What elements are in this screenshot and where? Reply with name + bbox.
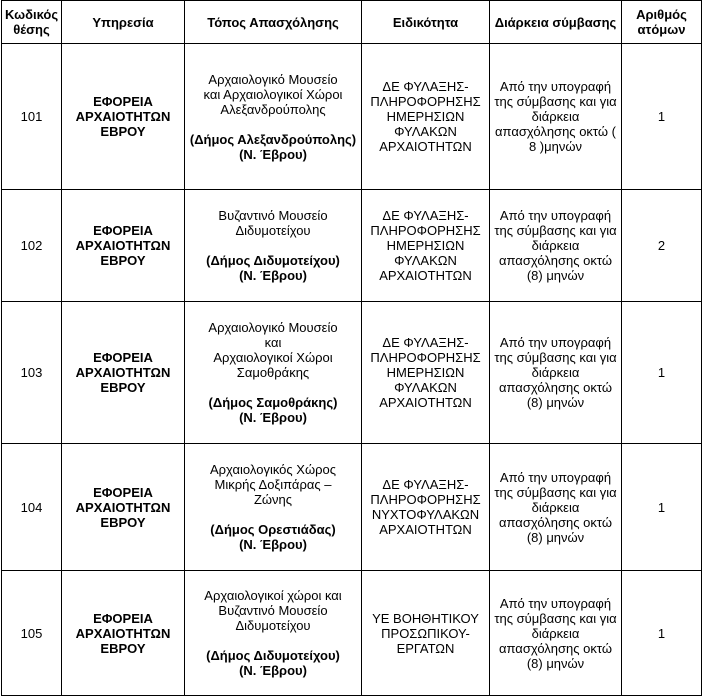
cell-location [185,302,362,444]
location-line: και [264,335,282,350]
header-persons: Αριθμός ατόμων [622,1,702,44]
cell-duration: Από την υπογραφή της σύμβασης και για διάρκεια απασχόλησης οκτώ ( 8 )μηνών [490,44,622,190]
cell-specialty: ΔΕ ΦΥΛΑΞΗΣ-ΠΛΗΡΟΦΟΡΗΣΗΣ ΗΜΕΡΗΣΙΩΝ ΦΥΛΑΚΩΝ ΑΡΧΑΙΟΤΗΤΩΝ [362,190,490,302]
cell-service: ΕΦΟΡΕΙΑ ΑΡΧΑΙΟΤΗΤΩΝ ΕΒΡΟΥ [62,571,185,696]
table-row [2,571,702,696]
cell-location [185,571,362,696]
table-row [2,444,702,571]
location-line: και Αρχαιολογικοί Χώροι [203,86,343,102]
cell-specialty: ΔΕ ΦΥΛΑΞΗΣ-ΠΛΗΡΟΦΟΡΗΣΗΣ ΝΥΧΤΟΦΥΛΑΚΩΝ ΑΡΧΑΙΟΤΗΤΩΝ [362,444,490,571]
location-line: Αρχαιολογικό Μουσείο [208,71,338,87]
cell-code: 101 [2,44,62,190]
header-duration: Διάρκεια σύμβασης [490,1,622,44]
table-row [2,302,702,444]
cell-service: ΕΦΟΡΕΙΑ ΑΡΧΑΙΟΤΗΤΩΝ ΕΒΡΟΥ [62,44,185,190]
location-line: Βυζαντινό Μουσείο [218,208,328,223]
location-line: Αρχαιολογικοί Χώροι [213,350,333,365]
location-municipality: (Δήμος Αλεξανδρούπολης) [189,131,357,147]
cell-code: 105 [2,571,62,696]
location-line: Αρχαιολογικός Χώρος [209,462,336,477]
cell-code: 102 [2,190,62,302]
location-line: Αρχαιολογικοί χώροι και [204,588,342,603]
location-line: Αρχαιολογικό Μουσείο [208,320,338,335]
header-location: Τόπος Απασχόλησης [185,1,362,44]
table-header-row [2,1,702,44]
cell-duration: Από την υπογραφή της σύμβασης και για διάρκεια απασχόλησης οκτώ (8) μηνών [490,302,622,444]
cell-persons: 2 [622,190,702,302]
location-municipality: (Δήμος Διδυμοτείχου) [206,253,340,268]
cell-service: ΕΦΟΡΕΙΑ ΑΡΧΑΙΟΤΗΤΩΝ ΕΒΡΟΥ [62,190,185,302]
cell-persons: 1 [622,571,702,696]
header-specialty: Ειδικότητα [362,1,490,44]
positions-table [1,0,702,696]
cell-service: ΕΦΟΡΕΙΑ ΑΡΧΑΙΟΤΗΤΩΝ ΕΒΡΟΥ [62,302,185,444]
location-municipality: (Δήμος Ορεστιάδας) [210,522,336,537]
location-prefecture: (Ν. Έβρου) [239,537,307,552]
location-prefecture: (Ν. Έβρου) [239,663,307,678]
cell-persons: 1 [622,444,702,571]
cell-persons: 1 [622,44,702,190]
cell-code: 103 [2,302,62,444]
cell-location [185,190,362,302]
location-line: Βυζαντινό Μουσείο [218,603,328,618]
location-prefecture: (Ν. Έβρου) [239,268,307,283]
location-municipality: (Δήμος Διδυμοτείχου) [206,648,340,663]
cell-duration: Από την υπογραφή της σύμβασης και για διάρκεια απασχόλησης οκτώ (8) μηνών [490,190,622,302]
table-row [2,190,702,302]
location-line: Διδυμοτείχου [235,223,311,238]
location-line: Ζώνης [253,492,293,507]
cell-code: 104 [2,444,62,571]
location-line: Σαμοθράκης [236,365,310,380]
location-prefecture: (Ν. Έβρου) [239,410,307,425]
location-prefecture: (Ν. Έβρου) [239,146,307,162]
location-line: Μικρής Δοξιπάρας – [214,477,332,492]
cell-location [185,444,362,571]
cell-specialty: ΔΕ ΦΥΛΑΞΗΣ-ΠΛΗΡΟΦΟΡΗΣΗΣ ΗΜΕΡΗΣΙΩΝ ΦΥΛΑΚΩΝ ΑΡΧΑΙΟΤΗΤΩΝ [362,302,490,444]
cell-duration: Από την υπογραφή της σύμβασης και για διάρκεια απασχόλησης οκτώ (8) μηνών [490,444,622,571]
location-municipality: (Δήμος Σαμοθράκης) [208,395,338,410]
cell-location [185,44,362,190]
location-line: Διδυμοτείχου [235,618,311,633]
header-service: Υπηρεσία [62,1,185,44]
header-code: Κωδικός θέσης [2,1,62,44]
cell-service: ΕΦΟΡΕΙΑ ΑΡΧΑΙΟΤΗΤΩΝ ΕΒΡΟΥ [62,444,185,571]
location-line: Αλεξανδρούπολης [220,101,326,117]
table-row [2,44,702,190]
cell-specialty: ΥΕ ΒΟΗΘΗΤΙΚΟΥ ΠΡΟΣΩΠΙΚΟΥ-ΕΡΓΑΤΩΝ [362,571,490,696]
cell-duration: Από την υπογραφή της σύμβασης και για διάρκεια απασχόλησης οκτώ (8) μηνών [490,571,622,696]
cell-persons: 1 [622,302,702,444]
cell-specialty: ΔΕ ΦΥΛΑΞΗΣ-ΠΛΗΡΟΦΟΡΗΣΗΣ ΗΜΕΡΗΣΙΩΝ ΦΥΛΑΚΩΝ ΑΡΧΑΙΟΤΗΤΩΝ [362,44,490,190]
